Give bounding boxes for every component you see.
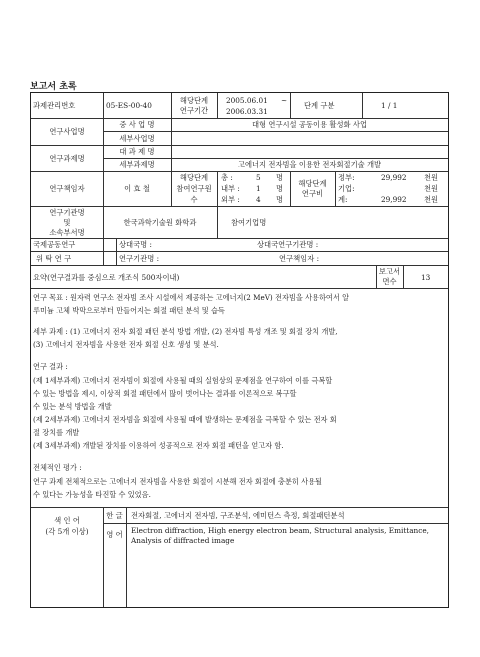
summary-line: 수 있는 분석 방법을 개발 xyxy=(33,402,112,411)
currency-unit: 천원 xyxy=(424,173,439,182)
summary-line: 수 있다는 가능성을 타진할 수 있었음. xyxy=(33,490,151,499)
corp-cost-label: 기업: xyxy=(338,184,355,193)
intl-research-label: 국제공동연구 xyxy=(33,240,76,249)
english-keywords-value: Analysis of diffracted image xyxy=(131,536,235,545)
participant-count-label: 수 xyxy=(190,195,198,204)
total-count-value: 5 xyxy=(256,173,261,182)
summary-line: 연구 과제 전체적으로는 고에너지 전자빔을 사용한 회절이 시분해 전자 회절에 충분히 사용될 xyxy=(33,477,322,486)
english-keywords-label: 영 어 xyxy=(106,530,123,539)
internal-count-label: 내부 : xyxy=(221,184,240,193)
participant-count-label: 참여연구원 xyxy=(176,184,212,193)
col-divider xyxy=(103,93,104,265)
col-divider xyxy=(217,171,218,206)
col-divider xyxy=(103,507,104,607)
total-count-label: 총 : xyxy=(221,173,233,182)
gov-cost-label: 정부: xyxy=(338,173,355,182)
gov-cost-value: 29,992 xyxy=(381,173,407,182)
project-label: 연구사업명 xyxy=(49,127,85,136)
row-divider xyxy=(31,171,448,172)
summary-line: 절 장치를 개발 xyxy=(33,428,80,437)
institution-label: 및 xyxy=(63,218,71,227)
external-count-label: 외부 : xyxy=(221,195,240,204)
row-divider xyxy=(31,265,448,266)
report-title: 보고서 초록 xyxy=(30,82,77,92)
currency-unit: 천원 xyxy=(424,195,439,204)
count-unit: 명 xyxy=(276,195,284,204)
row-divider xyxy=(31,288,448,289)
research-cost-label: 해당단계 xyxy=(298,179,327,188)
period-end: 2006.03.31 xyxy=(226,107,268,116)
company-label: 참여기업명 xyxy=(231,218,267,227)
period-tilde: ~ xyxy=(281,96,288,105)
keywords-label: (각 5개 이상) xyxy=(45,527,89,536)
partner-country-label: 상대국명 : xyxy=(119,240,152,249)
outsourced-lead-label: 연구책임자 : xyxy=(279,254,320,263)
period-label: 연구기간 xyxy=(179,106,209,115)
institution-label: 연구기관명 xyxy=(49,208,85,217)
sum-cost-label: 계: xyxy=(338,195,348,204)
period-start: 2005.06.01 xyxy=(226,96,268,105)
row-divider xyxy=(31,238,448,239)
row-divider xyxy=(31,251,448,252)
institution-value: 한국과학기술원 화학과 xyxy=(123,218,197,227)
col-divider xyxy=(403,265,404,288)
korean-keywords-label: 한 글 xyxy=(106,511,123,520)
stage-value: 1 / 1 xyxy=(381,101,398,110)
summary-line: (제 2세부과제) 고에너지 전자빔을 회절에 사용될 때에 발생하는 문제점을 극복할 수 있는 전자 회 xyxy=(33,415,337,424)
period-label: 해당단계 xyxy=(179,96,209,105)
research-cost-label: 연구비 xyxy=(301,189,324,198)
outsourced-research-label: 위 탁 연 구 xyxy=(36,254,72,263)
detail-task-label: 세부과제명 xyxy=(119,160,155,169)
detail-task-value: 고에너지 전자빔을 이용한 전자회절기술 개발 xyxy=(237,160,382,169)
summary-line: 수 있는 방법을 제시, 이상적 회절 패턴에서 많이 벗어나는 결과를 이론적으로 복구할 xyxy=(33,389,297,398)
row-divider xyxy=(31,145,448,146)
summary-line: 전체적인 평가 : xyxy=(33,463,82,472)
english-keywords-value: Electron diffraction, High energy electron beam, Structural analysis, Emittance, xyxy=(131,526,429,535)
summary-line: 세부 과제 : (1) 고에너지 전자 회절 패턴 분석 방법 개발, (2) 전자빔 특성 개조 및 회절 장치 개발, xyxy=(33,327,338,336)
report-pages-value: 13 xyxy=(421,273,431,282)
row-divider xyxy=(103,523,448,524)
mgmt-number-value: 05-ES-00-40 xyxy=(106,101,152,110)
row-divider xyxy=(31,507,448,508)
col-divider xyxy=(290,93,291,118)
sum-cost-value: 29,992 xyxy=(381,195,407,204)
col-divider xyxy=(217,93,218,118)
col-divider xyxy=(116,238,117,265)
summary-label: 요약(연구결과를 중심으로 개조식 500자이내) xyxy=(33,273,180,282)
report-pages-label: 보고서 xyxy=(378,267,401,276)
keywords-label: 색 인 어 xyxy=(54,516,80,525)
col-divider xyxy=(126,507,127,607)
report-abstract-form xyxy=(30,92,449,608)
count-unit: 명 xyxy=(276,173,284,182)
researcher-label: 연구책임자 xyxy=(49,184,85,193)
summary-line: 연구 목표 : 원자력 연구소 전자빔 조사 시설에서 제공하는 고에너지(2 MeV) 전자빔을 사용하여서 알 xyxy=(33,293,350,302)
row-divider xyxy=(31,206,448,207)
korean-keywords-value: 전자회절, 고에너지 전자빔, 구조분석, 에미턴스 측정, 회절패턴분석 xyxy=(131,511,345,520)
external-count-value: 4 xyxy=(256,195,261,204)
col-divider xyxy=(335,171,336,206)
currency-unit: 천원 xyxy=(424,184,439,193)
researcher-name: 이 효 철 xyxy=(124,184,150,193)
internal-count-value: 1 xyxy=(256,184,261,193)
sub-project-label: 세부사업명 xyxy=(119,134,155,143)
main-task-label: 대 과 제 명 xyxy=(119,147,155,156)
row-divider xyxy=(103,158,448,159)
institution-label: 소속부서명 xyxy=(49,228,85,237)
summary-line: (제 3세부과제) 개발된 장치를 이용하여 성공적으로 전자 회절 패턴을 얻고자 함. xyxy=(33,441,284,450)
participant-count-label: 해당단계 xyxy=(179,173,209,182)
report-pages-label: 면수 xyxy=(382,277,397,286)
row-divider xyxy=(103,131,448,132)
outsourced-institution-label: 연구기관명 : xyxy=(119,254,160,263)
partner-institution-label: 상대국연구기관명 : xyxy=(257,240,319,249)
summary-line: 루미늄 고체 박막으로부터 만들어지는 회절 패턴 분석 및 습득 xyxy=(33,306,225,315)
col-divider xyxy=(217,206,218,238)
summary-line: 연구 결과 : xyxy=(33,362,68,371)
count-unit: 명 xyxy=(276,184,284,193)
row-divider xyxy=(31,118,448,119)
mgmt-number-label: 과제관리번호 xyxy=(33,101,76,110)
summary-line: (3) 고에너지 전자빔을 사용한 전자 회절 신호 생성 및 분석. xyxy=(33,340,219,349)
stage-label: 단계 구분 xyxy=(304,101,335,110)
task-label: 연구과제명 xyxy=(49,154,85,163)
mid-project-value: 대형 연구시설 공동이용 활성화 사업 xyxy=(251,120,367,129)
mid-project-label: 중 사 업 명 xyxy=(119,120,155,129)
col-divider xyxy=(362,93,363,118)
summary-line: (제 1세부과제) 고에너지 전자빔이 회절에 사용될 때의 실험상의 문제점을 연구하여 이를 극복할 xyxy=(33,376,333,385)
